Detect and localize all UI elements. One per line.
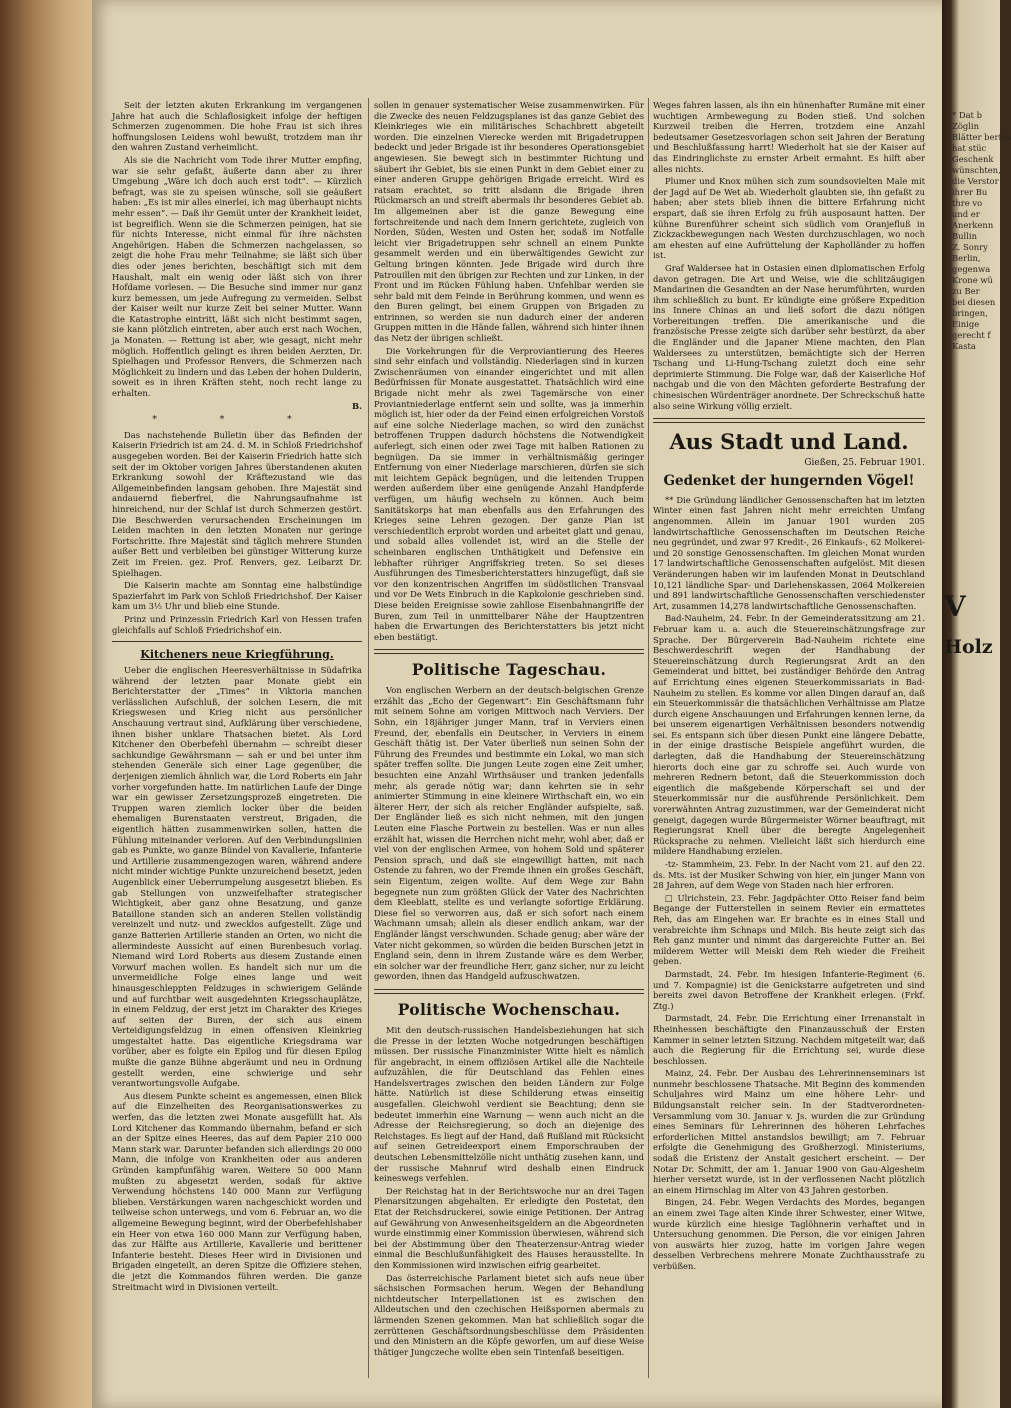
article-paragraph: Die Vorkehrungen für die Verproviantierung des Heeres sind sehr einfach und vollständig. Niederlagen sind in kurzen Zwischenräumen von einander eingerichtet und mit allen Bedürfnissen für Monate ausgestattet. Thatsächlich wird eine Brigade nicht mehr als zwei Tagemärsche von einer Proviantniederlage entfernt sein und sollte, was ja immerhin möglich ist, hier oder da der Feind einen erfolgreichen Vorstoß auf eine solche Niederlage machen, so wird den zunächst betroffenen Truppen dadurch höchstens die Notwendigkeit auferlegt, sich einen oder zwei Tage mit halben Rationen zu begnügen. Da sie immer in verhältnismäßig geringer Entfernung von einer Niederlage marschieren, dürfen sie sich mit leichtem Gepäck begnügen, und die leitenden Truppen werden außerdem über eine genügende Anzahl Handpferde verfügen, um häufig wechseln zu können. Auch beim Sanitätskorps hat man ebenfalls aus den Erfahrungen des Krieges seine Lehren gezogen. Der ganze Plan ist verschiedentlich erprobt worden und arbeitet glatt und genau, und sobald alles vollendet ist, wird an die Stelle der scheinbaren englischen Unthätigkeit und Defensive ein lebhafter rühriger Angriffskrieg treten. So sei dieses Ausführungen des Timesberichterstatters hinzugefügt, daß sie vor den konzentrischen Angriffen im südöstlichen Transvaal und vor De Wets Einbruch in die Kapkolonie geschrieben sind. Diese beiden Ereignisse sowie zahllose Eisenbahnangriffe der Buren, zum Teil in unmittelbarer Nähe der Hauptzentren haben die Erwartungen des Berichterstatters bis jetzt nicht eben bestätigt. <box>374 345 644 642</box>
column-3 <box>653 100 925 1390</box>
headline-voegel: Gedenket der hungernden Vögel! <box>663 472 915 489</box>
news-item: Darmstadt, 24. Febr. Im hiesigen Infanterie-Regiment (6. und 7. Kompagnie) ist die Genickstarre aufgetreten und sind bereits zwei davon Betroffene der Krankheit erlegen. (Frkf. Ztg.) <box>653 968 925 1011</box>
section-divider <box>112 641 362 642</box>
column-rule-2 <box>648 98 649 1378</box>
section-stars: * * * <box>152 415 322 426</box>
article-paragraph: Von englischen Werbern an der deutsch-belgischen Grenze erzählt das „Echo der Gegenwart“: Ein Geschäftsmann fuhr mit seinem Sohne am vorigen Mittwoch nach Verviers. Der Sohn, ein 18jähriger junger Mann, traf in Verviers einen Freund, der, ebenfalls ein Deutscher, in Verviers in einem Geschäft thätig ist. Der Vater überließ nun seinen Sohn der Führung des Freundes und bestimmte ein Lokal, wo man sich später treffen sollte. Die jungen Leute zogen eine Zeit umher, besuchten eine Anzahl Wirthsäuser und tranken jedenfalls mehr, als gerade nötig war; dann kehrten sie in sehr animierter Stimmung in eine kleinere Wirthschaft ein, wo ein älterer Herr, der sich als reicher Engländer aufspielte, saß. Der Engländer ließ es sich nicht nehmen, mit den jungen Leuten eine Flasche Portwein zu bestellen. Was er nun alles erzählt hat, wissen die Herrchen nicht mehr, wohl aber, daß er viel von der englischen Armee, von hohem Sold und späterer Pension sprach, und daß sie eingewilligt hatten, mit nach Ostende zu fahren, wo der Fremde ihnen ein großes Geschäft, sein Eigentum, zeigen wollte. Auf dem Wege zur Bahn begegnete nun zum größten Glück der Vater des Nachrichten dem Kleeblatt, stellte es und verlangte sofortige Erklärung. Diese fiel so verworren aus, daß er sich sofort nach einem Wachmann umsah; allein als dieser endlich ankam, war der Engländer längst verschwunden. Schade genug; aber wäre der Vater nicht gekommen, so würden die beiden Burschen jetzt in England sein, denn in ihrem Zustande wäre es dem Werber, ein solcher war der freundliche Herr, ganz sicher, nur zu leicht geworden, ihnen das Handgeld aufzuschwatzen. <box>374 685 644 982</box>
article-heading-kitchener: Kitcheners neue Kriegführung. <box>140 648 334 662</box>
column-1 <box>112 100 362 1390</box>
section-divider <box>374 989 644 994</box>
article-paragraph: Als sie die Nachricht vom Tode ihrer Mutter empfing, war sie sehr gefaßt, äußerte dann aber zu ihrer Umgebung „Wäre ich doch auch erst todt“. — Kürzlich befragt, was sie zu speisen wünsche, soll sie geäußert haben: „Es ist mir alles einerlei, ich mag überhaupt nichts mehr essen“. — Daß ihr Gemüt unter der Krankheit leidet, ist begreiflich. Wenn sie die Schmerzen peinigen, hat sie für nichts Interesse, nicht einmal für ihre nächsten Angehörigen. Haben die Schmerzen nachgelassen, so zeigt die hohe Frau mehr Teilnahme; sie läßt sich über dies oder jenes berichten, beschäftigt sich mit dem Haushalt, malt ein wenig oder läßt sich von ihrer Hofdame vorlesen. — Die Besuche sind immer nur ganz kurz bemessen, um jede Aufregung zu vermeiden. Selbst der Kaiser weilt nur kurze Zeit bei seiner Mutter. Wann die Katastrophe eintritt, läßt sich nicht bestimmt sagen, sie kann plötzlich eintreten, aber auch erst nach Wochen, ja Monaten. — Rettung ist aber, wie gesagt, nicht mehr möglich. Hoffentlich gelingt es ihren beiden Aerzten, Dr. Spielhagen und Professor Renvers, die Schmerzen nach Möglichkeit zu lindern und das Leben der hohen Dulderin, soweit es in ihren Kräften steht, noch recht lange zu erhalten. <box>112 154 362 399</box>
article-paragraph: Aus diesem Punkte scheint es angemessen, einen Blick auf die Einzelheiten des Reorganisationswerkes zu werfen, das die letzten zwei Monate ausgefüllt hat. Als Lord Kitchener das Kommando übernahm, befand er sich an der Spitze eines Heeres, das auf dem Papier 210 000 Mann stark war. Darunter befanden sich allerdings 20 000 Mann, die infolge von Krankheiten oder aus anderen Gründen kampfunfähig waren. Weitere 50 000 Mann mußten zu abgesetzt werden, sodaß für aktive Verwendung höchstens 140 000 Mann zur Verfügung blieben. Verstärkungen waren nachgeschickt worden und teilweise schon unterwegs, und vom 6. Februar an, wo die allgemeine Bewegung beginnt, wird der Oberbefehlshaber ein Heer von etwa 160 000 Mann zur Verfügung haben, das zur Hälfte aus Artillerie, Kavallerie und berittener Infanterie besteht. Dieses Heer wird in Divisionen und Brigaden eingeteilt, an deren Spitze die Offiziere stehen, die jetzt die Kommandos führen werden. Die ganze Streitmacht wird in Divisionen verteilt. <box>112 1090 362 1292</box>
section-heading-stadt-und-land: Aus Stadt und Land. <box>669 429 909 455</box>
article-paragraph: Mit den deutsch-russischen Handelsbeziehungen hat sich die Presse in der letzten Woche notgedrungen beschäftigen müssen. Der russische Finanzminister Witte hielt es nämlich für angebracht, in einem offiziösen Artikel alle die Nachteile aufzuzählen, die für Deutschland das Fehlen eines Handelsvertrages zwischen den beiden Ländern zur Folge hätte. Natürlich ist diese Schilderung etwas einseitig ausgefallen. Gleichwohl verdient sie Beachtung; denn sie bedeutet immerhin eine Warnung — wenn auch nicht an die Adresse der Reichsregierung, so doch an diejenige des Reichstages. Es liegt auf der Hand, daß Rußland mit Rücksicht auf seinen Getreideexport einem Emporschrauben der deutschen Lebensmittelzölle nicht unthätig zusehen kann, und der russische Mahnruf wird deshalb einen Eindruck keineswegs verfehlen. <box>374 1024 644 1184</box>
article-paragraph: Graf Waldersee hat in Ostasien einen diplomatischen Erfolg davon getragen. Die Art und Weise, wie die schlitzäugigen Mandarinen die Gesandten an der Nase herumführten, wurden ihm schließlich zu bunt. Er kündigte eine größere Expedition ins Innere Chinas an und ließ sofort die dazu nötigen Vorbereitungen treffen. Die amerikanische und die französische Presse zeigte sich darüber sehr bestürzt, da aber die Engländer und die Japaner Miene machten, den Plan Waldersees zu unterstützen, bemächtigte sich der Herren Tschang und Li-Hung-Tschang zuletzt doch eine sehr deprimierte Stimmung. Die Folge war, daß der Kaiserliche Hof nachgab und die von den Mächten geforderte Bestrafung der chinesischen Würdenträger anordnete. Der Schreckschuß hatte also seine Wirkung völlig erzielt. <box>653 262 925 411</box>
article-paragraph: Weges fahren lassen, als ihn ein hünenhafter Rumäne mit einer wuchtigen Armbewegung zu Boden stieß. Und solchen Kurzweil treiben die Herren, trotzdem eine Anzahl bedeutsamer Gesetzesvorlagen schon seit Jahren der Beratung und Beschlußfassung harrt! Wiederholt hat sie der Kaiser auf das Eindringlichste zu ernster Arbeit ermahnt. Es hilft aber alles nichts. <box>653 100 925 174</box>
column-2 <box>374 100 644 1390</box>
article-paragraph: Das österreichische Parlament bietet sich aufs neue über sächsischen Formsachen herum. Wegen der Behandlung nichtdeutscher Interpellationen ist es zwischen den Alldeutschen und den czechischen Heißspornen abermals zu lärmenden Szenen gekommen. Man hat schließlich sogar die zerrüttenen Geschäftsordnungsbeschlüsse dem Präsidenten und den Ministern an die Köpfe geworfen, um auf diese Weise thätiger Jungczeche wollte eben sein Tintenfaß beseitigen. <box>374 1272 644 1357</box>
news-item: □ Ulrichstein, 23. Febr. Jagdpächter Otto Reiser fand beim Begange der Futterstellen in seinem Revier ein ermattetes Reh, das am Eingehen war. Er brachte es in eines Stall und verabreichte ihm Schnaps und Milch. Bis heute zeigt sich das Reh ganz munter und nimmt das dargereichte Futter an. Bei milderem Wetter will Meiski dem Reh wieder die Freiheit geben. <box>653 892 925 967</box>
column-rule-1 <box>368 98 369 1378</box>
news-item: Bingen, 24. Febr. Wegen Verdachts des Mordes, begangen an einem zwei Tage alten Kinde ihrer Schwester, einer Witwe, wurde kürzlich eine hiesige Taglöhnerin verhaftet und in Untersuchung genommen. Die Person, die vor einigen Jahren von auswärts hier zuzog, hatte im vorigen Jahre wegen desselben Verbrechens mehrere Monate Zuchthausstrafe zu verbüßen. <box>653 1197 925 1271</box>
article-paragraph: Die Kaiserin machte am Sonntag eine halbstündige Spazierfahrt im Park von Schloß Friedrichshof. Der Kaiser kam um 3½ Uhr und blieb eine Stunde. <box>112 580 362 612</box>
news-item: Bad-Nauheim, 24. Febr. In der Gemeinderatssitzung am 21. Februar kam u. a. auch die Steuereinschätzungsfrage zur Sprache. Der Bürgerverein Bad-Nauheim richtete eine Beschwerdeschrift wegen der Handhabung der Steuereinschätzung durch Regierungsrat Ardt an den Gemeinderat und bittet, bei zuständiger Behörde den Antrag auf Errichtung eines eigenen Steuerkommissariats in Bad-Nauheim zu stellen. Es komme vor allen Dingen darauf an, daß ein Steuerkommissär die thatsächlichen Verhältnisse am Platze durch eigene Anschauungen und Erfahrungen kennen lerne, da bei unserem eigenartigen Verhältnissen besonders notwendig sei. Es entspann sich über diesen Punkt eine längere Debatte, in der einige drastische Beispiele angeführt wurden, die darlegten, daß die Handhabung der Steuereinschätzung hierorts doch eine gar zu schroffe sei. Auch wurde von mehreren Rednern betont, daß die Steuerkommission doch eigentlich die maßgebende Körperschaft sei und der Steuerkommissär nur die ausführende Persönlichkeit. Dem vorerwähnten Antrag zuzustimmen, war der Gemeinderat nicht geneigt, dagegen wurde Bürgermeister Wörner beauftragt, mit Regierungsrat Knell über die beregte Angelegenheit Rücksprache zu nehmen. Vielleicht läßt sich hierdurch eine mildere Handhabung erzielen. <box>653 613 925 857</box>
book-binding <box>0 0 92 1408</box>
article-paragraph: sollen in genauer systematischer Weise zusammenwirken. Für die Zwecke des neuen Feldzugsplanes ist das ganze Gebiet des Kleinkrieges wie ein militärisches Schachbrett abgeteilt worden. Die einzelnen Vierecke werden mit Brigadetruppen bedeckt und jeder Brigade ist ihr besonderes Operationsgebiet angewiesen. Sie bewegt sich in bestimmter Richtung und säubert ihr Gebiet, bis sie einen Punkt in dem Gebiet einer zu einer anderen Gruppe gehörigen Brigade erreicht. Wird es ratsam erachtet, so tritt alsdann die Brigade ihren Rückmarsch an und streift abermals ihr besonderes Gebiet ab. Im allgemeinen aber ist die ganze Bewegung eine fortschreitende und nach dem Innern gerichtete, zugleich von Norden, Süden, Westen und Osten her, sodaß im Notfalle leicht vier Brigadetruppen sehr schnell an einem Punkte gesammelt werden und ein überwältigendes Gewicht zur Geltung bringen könnten. Jede Brigade wird durch ihre Patrouillen mit den übrigen zur Rechten und zur Linken, in der Front und im Rücken Fühlung haben. Unfehlbar werden sie sehr bald mit dem Feinde in Berührung kommen, und wenn es den Buren gelingt, bei einem Gruppen von Brigaden zu entrinnen, so werden sie nun dadurch einer der anderen Gruppen mitten in die Hände fallen, während sich hinter ihnen das Netz der übrigen schließt. <box>374 100 644 344</box>
article-paragraph: Das nachstehende Bulletin über das Befinden der Kaiserin Friedrich ist am 24. d. M. in Schloß Friedrichshof ausgegeben worden. Bei der Kaiserin Friedrich hatte sich seit der im Oktober vorigen Jahres überstandenen akuten Erkrankung sowohl der Kräftezustand wie das Allgemeinbefinden langsam gehoben. Ihre Majestät sind andauernd fieberfrei, die Nahrungsaufnahme ist hinreichend, nur der Schlaf ist durch Schmerzen gestört. Die Beschwerden verursachenden Erscheinungen im Leiden machten in den letzten Monaten nur geringe Fortschritte. Ihre Majestät sind täglich mehrere Stunden außer Bett und verbleiben bei günstiger Witterung kurze Zeit im Freien. gez. Prof. Renvers, gez. Leibarzt Dr. Spielhagen. <box>112 429 362 578</box>
news-item: Mainz, 24. Febr. Der Ausbau des Lehrerinnenseminars ist nunmehr beschlossene Thatsache. Mit Beginn des kommenden Schuljahres wird Mainz um eine höhere Lehr- und Bildungsanstalt reicher sein. In der Stadtverordneten-Versammlung vom 30. Januar v. Js. wurden die zur Gründung eines Seminars für Lehrerinnen des höheren Lehrfaches erforderlichen Mittel anstandslos bewilligt; am 7. Februar erfolgte die Genehmigung des Großherzogl. Ministeriums, sodaß die Eristenz der Anstalt gesichert erscheint. — Der Notar Dr. Schmitt, der am 1. Januar 1900 von Gau-Algesheim hierher versetzt wurde, ist in der verflossenen Nacht plötzlich an einem Hirnschlag im Alter von 43 Jahren gestorben. <box>653 1068 925 1195</box>
article-signature: B. <box>352 400 362 411</box>
adjacent-big-word: Holz <box>944 636 993 658</box>
adjacent-page-edge <box>942 0 1011 1408</box>
article-paragraph: Seit der letzten akuten Erkrankung im vergangenen Jahre hat auch die Schlaflosigkeit infolge der heftigen Schmerzen zugenommen. Die hohe Frau ist sich ihres hoffnungslosen Leidens wohl bewußt, trotzdem man ihr den wahren Zustand verheimlicht. <box>112 100 362 153</box>
adjacent-page-fragments: * Dat b Zöglin Blätter berich hat stüc Geschenk wünschten, die Verstor ihrer Bu thre vo und er Anerkenn Bullin Z. Sonry Berlin, gegenwa Krone wü zu Ber bei diesen bringen, Einige gerecht f Kasta <box>952 110 1011 351</box>
section-divider <box>653 418 925 423</box>
article-paragraph: Ueber die englischen Heeresverhältnisse in Südafrika während der letzten paar Monate giebt ein Berichterstatter der „Times“ in Viktoria manchen verlässlichen Aufschluß, der solchen Lesern, die mit Kriegswesen und Krieg nicht aus persönlicher Anschauung vertraut sind, Aufklärung über verschiedene, ihnen bisher unklare Thatsachen bietet. Als Lord Kitchener den Oberbefehl übernahm — schreibt dieser sachkundige Gewährsmann — sah er und bei unter ihm stehenden Generäle sich einer Lage gegenüber, die derjenigen ziemlich ähnlich war, die Lord Roberts ein Jahr vorher vorgefunden hatte. Im natürlichen Laufe der Dinge war ein gewisser Zersetzungsprozeß eingetreten. Die Truppen waren ziemlich locker über die beiden ehemaligen Burenstaaten verstreut, Brigaden, die eigentlich hätten zusammenwirken sollen, hatten die Fühlung miteinander verloren. Auf den Verbindungslinien gab es Punkte, wo ganze Bündel von Kavallerie, Infanterie und Artillerie zusammengezogen waren, während andere nicht minder wichtige Punkte unzureichend besetzt, jeden Augenblick einer Ueberrumpelung ausgesetzt blieben. Es gab Stellungen von unzweifelhafter strategischer Wichtigkeit, aber ganz ohne Besatzung, und ganze Bataillone standen sich an anderen Stellen vollständig vereinzelt und nutz- und zwecklos aufgestellt. Züge und ganze Batterien Artillerie standen an Orten, wo nicht die allermindeste Aussicht auf einen Burenbesuch vorlag. Niemand wird Lord Roberts aus diesem Zustande einen Vorwurf machen wollen. Es handelt sich nur um die unvermeidliche Folge eines lange und weit hinausgeschleppten Feldzuges in schwierigem Gelände und auf furchtbar weit ausgedehnten Kriegsschauplätze, in einem Feldzug, der erst jetzt im Charakter des Krieges auf seiten der Buren, der sich aus einem Verteidigungsfeldzug in einen offensiven Kleinkrieg umgestaltet hatte. Das eigentliche Kriegsdrama war vorüber, aber es folgte ein Epilog und für diesen Epilog mußte die ganze Bühne abgeräumt und neu in Ordnung gestellt werden, eine schwierige und sehr verantwortungsvolle Aufgabe. <box>112 665 362 1089</box>
article-paragraph: Der Reichstag hat in der Berichtswoche nur an drei Tagen Plenarsitzungen abgehalten. Er erledigte den Postetat, den Etat der Reichsdruckerei, sowie einige Petitionen. Der Antrag auf Gewährung von Anwesenheitsgeldern an die Abgeordneten wurde einstimmig einer Kommission überwiesen, während sich bei der Abstimmung über den Theaterzensur-Antrag wieder einmal die Beschlußunfähigkeit des Hauses herausstellte. In den Kommissionen wird inzwischen eifrig gearbeitet. <box>374 1185 644 1270</box>
section-heading-wochenschau: Politische Wochenschau. <box>397 999 621 1019</box>
section-heading-tageschau: Politische Tageschau. <box>411 660 607 680</box>
news-item: Darmstadt, 24. Febr. Die Errichtung einer Irrenanstalt in Rheinhessen beschäftigte den Finanzausschuß der Ersten Kammer in seiner letzten Sitzung. Nachdem mitgeteilt war, daß auch die Regierung für die Errichtung sei, wurde diese beschlossen. <box>653 1013 925 1066</box>
news-item: -tz- Stammheim, 23. Febr. In der Nacht vom 21. auf den 22. ds. Mts. ist der Musiker Schwing von hier, ein junger Mann von 28 Jahren, auf dem Wege von Staden nach hier erfroren. <box>653 859 925 891</box>
dateline: Gießen, 25. Februar 1901. <box>804 458 925 469</box>
section-divider <box>374 649 644 654</box>
adjacent-big-letter: V <box>944 590 966 623</box>
article-paragraph: Prinz und Prinzessin Friedrich Karl von Hessen trafen gleichfalls auf Schloß Friedrichshof ein. <box>112 613 362 635</box>
article-paragraph: Plumer und Knox mühen sich zum soundsovielten Male mit der Jagd auf De Wet ab. Wiederholt glaubten sie, ihn gefaßt zu haben; aber stets blieb ihnen die bittere Erfahrung nicht erspart, daß sie ihren Erfolg zu früh ausposaunt hatten. Der kühne Burenführer scheint sich südlich vom Oranjefluß in Zickzackbewegungen nach Westen durchzuschlagen, wo noch am ehesten auf eine Aufrüttelung der Kapholländer zu hoffen ist. <box>653 176 925 261</box>
news-item: ** Die Gründung ländlicher Genossenschaften hat im letzten Winter einen fast Jahren nicht mehr erreichten Umfang angenommen. Allein im Januar 1901 wurden 205 landwirtschaftliche Genossenschaften im Deutschen Reiche neu gegründet, und zwar 97 Kredit-, 26 Einkaufs-, 62 Molkerei- und 20 sonstige Genossenschaften. Im gleichen Monat wurden 17 landwirtschaftliche Genossenschaften aufgelöst. Mit diesen Veränderungen haben wir im laufenden Monat in Deutschland 10,121 ländliche Spar- und Darlehenskassen, 2064 Molkereien und 891 landwirtschaftliche Genossenschaften verschiedenster Art, zusammen 14,278 landwirtschaftliche Genossenschaften. <box>653 494 925 611</box>
